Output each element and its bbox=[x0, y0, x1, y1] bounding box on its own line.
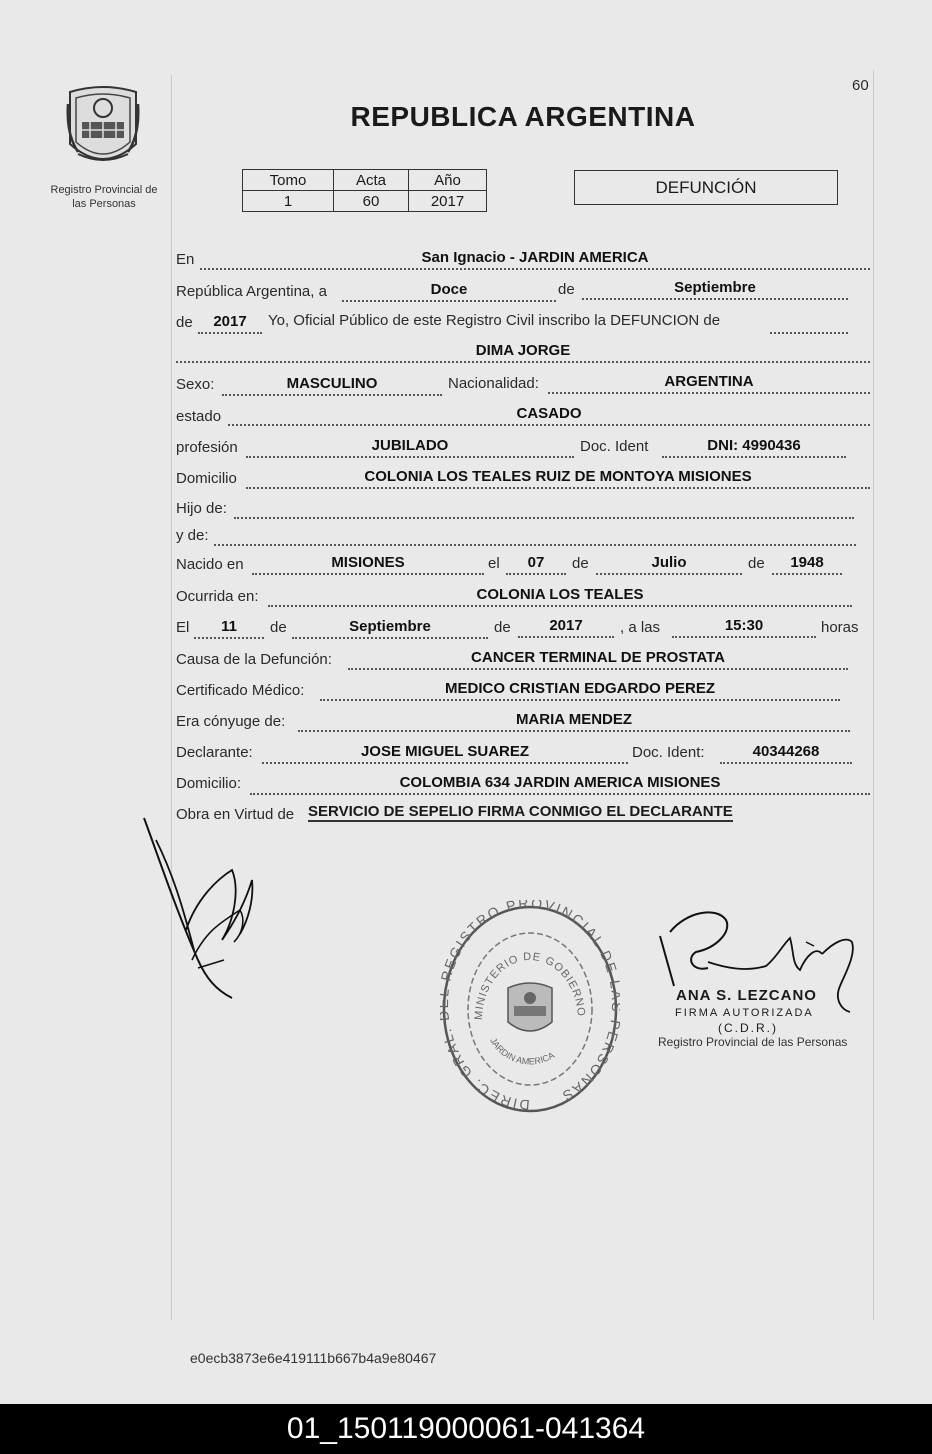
label-a-las: , a las bbox=[620, 619, 661, 636]
label-sexo: Sexo: bbox=[176, 376, 215, 393]
label-obra: Obra en Virtud de bbox=[176, 806, 295, 823]
field-mes-inscripcion: Septiembre bbox=[582, 278, 848, 300]
label-domicilio-declarante: Domicilio: bbox=[176, 775, 242, 792]
label-declarante: Declarante: bbox=[176, 744, 253, 761]
field-fallecido-anio: 2017 bbox=[518, 616, 614, 638]
value-acta: 60 bbox=[334, 191, 409, 212]
label-de-nacido-anio: de bbox=[748, 555, 765, 572]
page-number: 60 bbox=[852, 77, 869, 94]
field-certificado: MEDICO CRISTIAN EDGARDO PEREZ bbox=[320, 679, 840, 701]
document-hash: e0ecb3873e6e419111b667b4a9e80467 bbox=[190, 1350, 437, 1366]
label-de-mes: de bbox=[558, 281, 575, 298]
label-estado: estado bbox=[176, 408, 222, 425]
officer-signature bbox=[136, 810, 266, 1000]
label-el-fallecido: El bbox=[176, 619, 190, 636]
field-causa: CANCER TERMINAL DE PROSTATA bbox=[348, 648, 848, 670]
field-fallecido-mes: Septiembre bbox=[292, 617, 488, 639]
header-tomo: Tomo bbox=[243, 170, 334, 191]
record-table bbox=[242, 169, 487, 212]
province-logo bbox=[64, 84, 142, 172]
field-profesion: JUBILADO bbox=[246, 436, 574, 458]
field-nacido-en: MISIONES bbox=[252, 553, 484, 575]
svg-text:JARDIN AMERICA bbox=[488, 1036, 556, 1067]
label-doc-ident: Doc. Ident bbox=[580, 438, 649, 455]
authority-office: Registro Provincial de las Personas bbox=[658, 1035, 848, 1049]
field-nacido-mes: Julio bbox=[596, 553, 742, 575]
field-nombre: DIMA JORGE bbox=[176, 341, 870, 363]
field-estado: CASADO bbox=[228, 404, 870, 426]
document-id-bar: 01_150119000061-041364 bbox=[0, 1404, 932, 1454]
label-de-fallecido-anio: de bbox=[494, 619, 511, 636]
header-anio: Año bbox=[409, 170, 487, 191]
label-profesion: profesión bbox=[176, 439, 238, 456]
registry-name: Registro Provincial de las Personas bbox=[50, 184, 158, 210]
label-nacido-en: Nacido en bbox=[176, 556, 244, 573]
field-yo-blank bbox=[770, 312, 848, 334]
field-hijo-de bbox=[234, 497, 854, 519]
label-domicilio: Domicilio bbox=[176, 470, 237, 487]
field-sexo: MASCULINO bbox=[222, 374, 442, 396]
field-declarante-doc: 40344268 bbox=[720, 742, 852, 764]
stamp-inner-text: MINISTERIO DE GOBIERNO bbox=[472, 950, 588, 1021]
label-de-anio: de bbox=[176, 314, 193, 331]
label-ocurrida-en: Ocurrida en: bbox=[176, 588, 259, 605]
field-declarante: JOSE MIGUEL SUAREZ bbox=[262, 742, 628, 764]
field-lugar: San Ignacio - JARDIN AMERICA bbox=[200, 248, 870, 270]
authority-code: (C.D.R.) bbox=[718, 1021, 778, 1035]
stamp-bottom-text: JARDIN AMERICA bbox=[488, 1035, 557, 1067]
field-declarante-domicilio: COLOMBIA 634 JARDIN AMERICA MISIONES bbox=[250, 773, 870, 795]
value-anio: 2017 bbox=[409, 191, 487, 212]
label-certificado: Certificado Médico: bbox=[176, 682, 305, 699]
margin-line-left bbox=[171, 75, 172, 1320]
label-conyuge: Era cónyuge de: bbox=[176, 713, 286, 730]
field-nacido-anio: 1948 bbox=[772, 553, 842, 575]
field-conyuge: MARIA MENDEZ bbox=[298, 710, 850, 732]
field-domicilio: COLONIA LOS TEALES RUIZ DE MONTOYA MISIONES bbox=[246, 467, 870, 489]
field-ocurrida-en: COLONIA LOS TEALES bbox=[268, 585, 852, 607]
label-de-fallecido-mes: de bbox=[270, 619, 287, 636]
label-hijo-de: Hijo de: bbox=[176, 500, 227, 517]
stamp-outer-text: DIREC. GRAL EGISTRO PROVINCIAL DE ERSONAS bbox=[440, 900, 620, 1114]
field-obra-en-virtud: SERVICIO DE SEPELIO FIRMA CONMIGO EL DECLARANTE bbox=[308, 803, 733, 820]
field-y-de bbox=[214, 524, 856, 546]
label-republica: República Argentina, a bbox=[176, 283, 327, 300]
label-doc-ident-declarante: Doc. Ident: bbox=[632, 744, 705, 761]
margin-line-right bbox=[873, 70, 874, 1320]
label-horas: horas bbox=[821, 619, 859, 636]
field-anio-inscripcion: 2017 bbox=[198, 312, 262, 334]
page-title: REPUBLICA ARGENTINA bbox=[350, 101, 696, 132]
record-type: DEFUNCIÓN bbox=[574, 170, 838, 205]
field-fallecido-dia: 11 bbox=[194, 617, 264, 639]
field-dia-inscripcion: Doce bbox=[342, 280, 556, 302]
value-tomo: 1 bbox=[243, 191, 334, 212]
field-nacionalidad: ARGENTINA bbox=[548, 372, 870, 394]
label-en: En bbox=[176, 251, 195, 268]
label-el: el bbox=[488, 555, 500, 572]
header-acta: Acta bbox=[334, 170, 409, 191]
label-de-nacido-mes: de bbox=[572, 555, 589, 572]
field-nacido-dia: 07 bbox=[506, 553, 566, 575]
label-causa: Causa de la Defunción: bbox=[176, 651, 332, 668]
label-nacionalidad: Nacionalidad: bbox=[448, 375, 539, 392]
field-fallecido-hora: 15:30 bbox=[672, 616, 816, 638]
label-y-de: y de: bbox=[176, 527, 209, 544]
field-doc-ident: DNI: 4990436 bbox=[662, 436, 846, 458]
authority-title: FIRMA AUTORIZADA bbox=[675, 1007, 814, 1019]
label-yo: Yo, Oficial Público de este Registro Civil inscribo la DEFUNCION de bbox=[268, 312, 721, 329]
official-stamp bbox=[440, 900, 620, 1118]
authority-name: ANA S. LEZCANO bbox=[676, 987, 817, 1004]
